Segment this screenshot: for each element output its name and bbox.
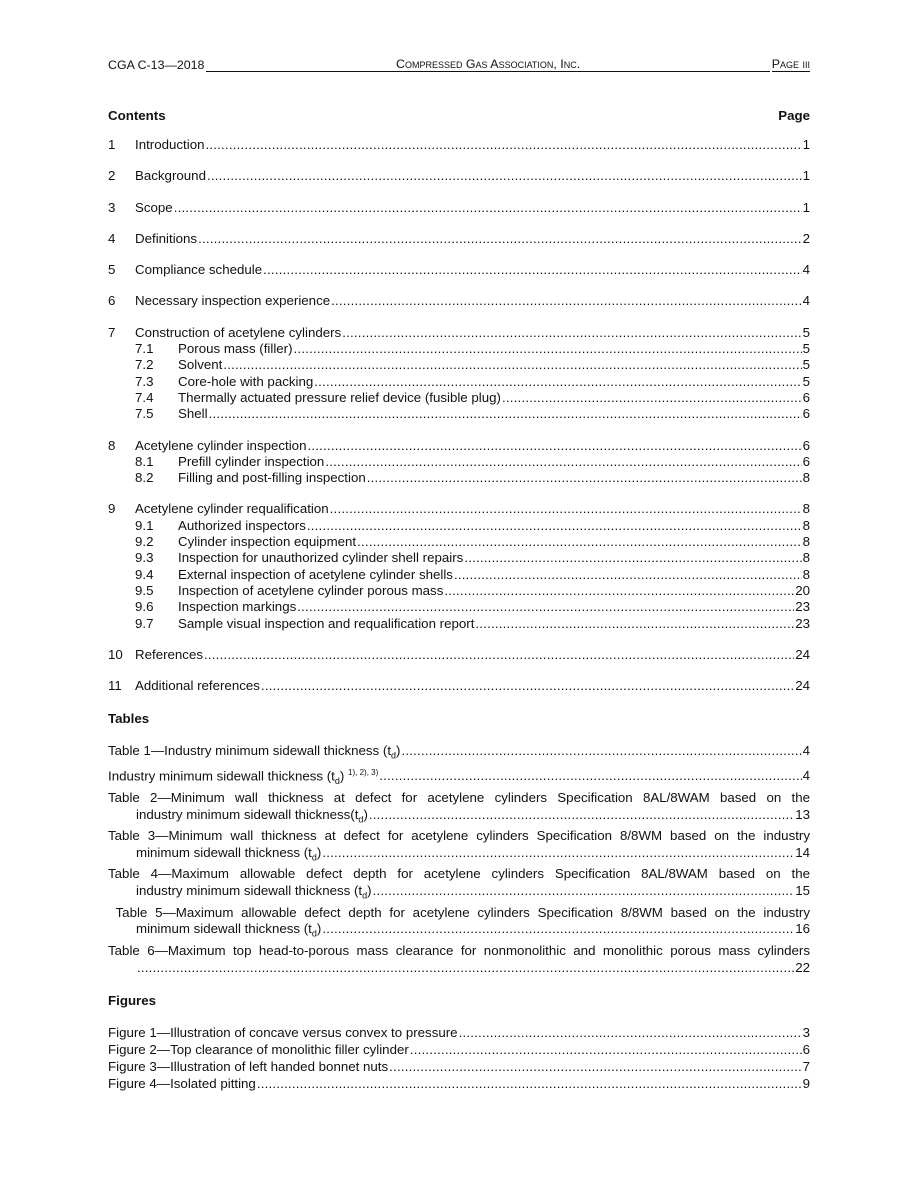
toc-figure-page: 6 [802, 1042, 810, 1058]
contents-title: Contents [108, 108, 166, 123]
toc-table-entry[interactable] [108, 866, 810, 904]
toc-entry[interactable] [108, 200, 810, 216]
toc-figure-entry[interactable] [108, 1025, 810, 1042]
spacer [108, 153, 810, 168]
leader-dots [459, 1025, 802, 1042]
leader-dots [174, 200, 802, 216]
toc-title: Scope [135, 199, 173, 215]
toc-page-number: 1 [802, 137, 810, 152]
toc-title: References [135, 646, 203, 662]
toc-title: Acetylene cylinder requalification [135, 501, 329, 517]
toc-title: Core-hole with packing [178, 373, 314, 389]
toc-number: 7.2 [135, 357, 154, 373]
leader-dots [410, 1042, 802, 1059]
spacer [108, 423, 810, 438]
toc-page-number: 5 [802, 357, 810, 373]
leader-dots [322, 845, 794, 862]
toc-title: Filling and post-filling inspection [178, 470, 366, 486]
toc-page [108, 54, 810, 1093]
contents-heading [108, 108, 810, 123]
leader-dots [322, 921, 794, 938]
toc-subentry[interactable] [108, 341, 810, 357]
toc-title: Sample visual inspection and requalification report [178, 615, 475, 631]
leader-dots [207, 168, 802, 184]
leader-dots [389, 1059, 801, 1076]
toc-number: 7.5 [135, 406, 154, 422]
leader-dots [198, 231, 802, 247]
toc-entry[interactable] [108, 325, 810, 341]
leader-dots [475, 616, 794, 632]
toc-table-title-cont: minimum sidewall thickness $(t_d)$ [136, 921, 322, 939]
toc-page-number: 6 [802, 453, 810, 469]
toc-table-page: 13 [795, 806, 810, 822]
toc-page-number: 5 [802, 324, 810, 340]
leader-dots [261, 678, 794, 694]
spacer [108, 278, 810, 293]
toc-figure-title: Figure 2—Top clearance of monolithic filler cylinder [108, 1042, 409, 1058]
toc-page-number: 6 [802, 389, 810, 405]
toc-table-entry[interactable] [108, 905, 810, 943]
toc-table-title-cont: industry minimum sidewall thickness $(t_d)$ [136, 883, 372, 901]
leader-dots [314, 374, 801, 390]
toc-page-number: 5 [802, 373, 810, 389]
toc-entry[interactable] [108, 438, 810, 454]
leader-dots [342, 325, 801, 341]
toc-number: 7 [108, 324, 116, 340]
toc-title: Thermally actuated pressure relief device (fusible plug) [178, 389, 501, 405]
toc-figure-entry[interactable] [108, 1042, 810, 1059]
toc-table-page: 4 [802, 743, 810, 759]
leader-dots [307, 518, 802, 534]
leader-dots [373, 883, 795, 900]
toc-page-number: 4 [802, 293, 810, 309]
toc-table-title: Table 4—Maximum allowable defect depth for acetylene cylinders Specification 8AL/8WAM based on the [108, 866, 810, 882]
toc-title: Inspection of acetylene cylinder porous mass [178, 582, 444, 598]
toc-page-number: 2 [802, 230, 810, 246]
organization-name: Compressed Gas Association, Inc. [206, 57, 769, 72]
spacer [108, 216, 810, 231]
toc-figure-page: 7 [802, 1058, 810, 1074]
leader-dots [464, 550, 801, 566]
toc-page-number: 24 [795, 678, 810, 694]
toc-number: 2 [108, 168, 116, 184]
leader-dots [137, 960, 794, 977]
toc-table-page: 16 [795, 921, 810, 937]
toc-table-title: Table 1—Industry minimum sidewall thickness $(t_d)$ [108, 743, 401, 762]
leader-dots [263, 262, 801, 278]
toc-title: Acetylene cylinder inspection [135, 437, 307, 453]
toc-number: 7.1 [135, 341, 154, 357]
toc-title: Solvent [178, 357, 223, 373]
toc-number: 9.6 [135, 599, 154, 615]
leader-dots [294, 341, 802, 357]
toc-figure-title: Figure 1—Illustration of concave versus convex to pressure [108, 1025, 458, 1041]
toc-figure-title: Figure 3—Illustration of left handed bonnet nuts [108, 1058, 389, 1074]
toc-table-page: 22 [795, 959, 810, 975]
toc-table-title-cont: minimum sidewall thickness $(t_d)$ [136, 844, 322, 863]
toc-title: Cylinder inspection equipment [178, 534, 357, 550]
leader-dots [502, 390, 802, 406]
toc-number: 11 [108, 678, 122, 694]
toc-figure-entry[interactable] [108, 1059, 810, 1076]
toc-entry[interactable] [108, 678, 810, 694]
toc-page-number: 20 [795, 582, 810, 598]
leader-dots [223, 357, 801, 373]
figures-heading: Figures [108, 993, 157, 1009]
toc-number: 10 [108, 646, 123, 662]
spacer [108, 185, 810, 200]
toc-number: 8.2 [135, 470, 154, 486]
toc-table-title: Table 3—Minimum wall thickness at defect for acetylene cylinders Specification 8/8WM based on the industry [108, 828, 810, 843]
toc-page-number: 8 [802, 517, 810, 533]
toc-number: 7.4 [135, 389, 154, 405]
toc-table-entry[interactable] [108, 943, 810, 977]
toc-number: 8 [108, 437, 116, 453]
toc-number: 6 [108, 293, 116, 309]
leader-dots [401, 743, 801, 760]
toc-table-page: 4 [802, 768, 810, 784]
toc-number: 8.1 [135, 453, 154, 469]
tables-heading: Tables [108, 711, 150, 727]
leader-dots [330, 501, 802, 517]
toc-title: Background [135, 168, 206, 184]
toc-entry[interactable] [108, 501, 810, 517]
toc-title: Construction of acetylene cylinders [135, 324, 342, 340]
toc-table-entry[interactable] [108, 828, 810, 866]
toc-entry[interactable] [108, 262, 810, 278]
toc-page-number: 1 [802, 199, 810, 215]
toc-page-number: 23 [795, 615, 810, 631]
toc-title: External inspection of acetylene cylinder shells [178, 566, 453, 582]
toc-number: 9.7 [135, 615, 154, 631]
toc-title: Shell [178, 406, 208, 422]
toc-entry[interactable] [108, 647, 810, 663]
toc-subentry[interactable] [108, 550, 810, 566]
document-id: CGA C-13—2018 [108, 58, 205, 72]
spacer [108, 310, 810, 325]
contents-page-label: Page [778, 108, 810, 123]
toc-title: Inspection for unauthorized cylinder shell repairs [178, 550, 464, 566]
leader-dots [357, 534, 801, 550]
toc-page-number: 24 [795, 646, 810, 662]
toc-table-entry[interactable] [108, 790, 810, 828]
toc-subentry[interactable] [108, 406, 810, 422]
leader-dots [367, 470, 802, 486]
toc-number: 7.3 [135, 373, 154, 389]
toc-number: 5 [108, 262, 116, 278]
toc-figure-title: Figure 4—Isolated pitting [108, 1075, 256, 1091]
toc-number: 1 [108, 137, 116, 152]
toc-entry[interactable] [108, 231, 810, 247]
toc-page-number: 4 [802, 262, 810, 278]
toc-table-title: Industry minimum sidewall thickness $(t_d)$ $^{1), 2), 3)}$ [108, 767, 379, 786]
leader-dots [297, 599, 794, 615]
toc-title: Inspection markings [178, 599, 297, 615]
spacer [108, 486, 810, 501]
toc-title: Definitions [135, 230, 198, 246]
toc-figure-entry[interactable] [108, 1076, 810, 1093]
toc-number: 9 [108, 501, 116, 517]
leader-dots [444, 583, 794, 599]
toc-page-number: 8 [802, 470, 810, 486]
spacer [108, 663, 810, 678]
toc-subentry[interactable] [108, 357, 810, 373]
spacer [108, 632, 810, 647]
page-header [108, 54, 810, 72]
toc-table-entry[interactable] [108, 765, 810, 790]
toc-subentry[interactable] [108, 616, 810, 632]
toc-page-number: 8 [802, 566, 810, 582]
leader-dots [205, 137, 801, 153]
toc-title: Additional references [135, 678, 260, 694]
leader-dots [379, 768, 801, 785]
toc-table-page: 14 [795, 844, 810, 860]
toc-number: 9.3 [135, 550, 154, 566]
toc-subentry[interactable] [108, 518, 810, 534]
leader-dots [325, 454, 801, 470]
toc-number: 9.1 [135, 517, 154, 533]
toc-title: Necessary inspection experience [135, 293, 331, 309]
toc-entry[interactable] [108, 293, 810, 309]
toc-entry[interactable] [108, 168, 810, 184]
toc-title: Authorized inspectors [178, 517, 306, 533]
toc-number: 9.2 [135, 534, 154, 550]
leader-dots [331, 293, 801, 309]
toc-page-number: 5 [802, 341, 810, 357]
leader-dots [257, 1076, 802, 1093]
toc-page-number: 6 [802, 406, 810, 422]
toc-list [108, 137, 810, 694]
toc-number: 4 [108, 230, 116, 246]
toc-subentry[interactable] [108, 599, 810, 615]
toc-table-title: Table 2—Minimum wall thickness at defect for acetylene cylinders Specification 8AL/8WAM based on the [108, 789, 810, 805]
leader-dots [307, 438, 801, 454]
toc-page-number: 8 [802, 534, 810, 550]
toc-page-number: 8 [802, 550, 810, 566]
toc-subentry[interactable] [108, 583, 810, 599]
toc-table-title: Table 5—Maximum allowable defect depth for acetylene cylinders Specification 8/8WM based on the industry [108, 904, 810, 920]
spacer [108, 247, 810, 262]
tables-list [108, 743, 810, 976]
leader-dots [204, 647, 794, 663]
leader-dots [209, 406, 802, 422]
toc-subentry[interactable] [108, 534, 810, 550]
toc-subentry[interactable] [108, 390, 810, 406]
toc-table-title-cont: industry minimum sidewall $thickness(t_d)$ [136, 806, 368, 825]
toc-entry[interactable] [108, 137, 810, 153]
toc-table-entry[interactable] [108, 743, 810, 764]
toc-number: 9.5 [135, 582, 154, 598]
figures-list [108, 1025, 810, 1092]
toc-subentry[interactable] [108, 374, 810, 390]
toc-page-number: 8 [802, 501, 810, 517]
toc-page-number: 6 [802, 437, 810, 453]
toc-figure-page: 3 [802, 1025, 810, 1041]
toc-figure-page: 9 [802, 1075, 810, 1091]
toc-number: 9.4 [135, 566, 154, 582]
page-number: Page iii [771, 57, 810, 71]
toc-page-number: 1 [802, 168, 810, 184]
toc-subentry[interactable] [108, 470, 810, 486]
toc-title: Porous mass (filler) [178, 341, 293, 357]
toc-subentry[interactable] [108, 454, 810, 470]
toc-title: Introduction [135, 137, 205, 152]
toc-subentry[interactable] [108, 567, 810, 583]
toc-title: Prefill cylinder inspection [178, 453, 325, 469]
toc-table-title: Table 6—Maximum top head-to-porous mass clearance for nonmonolithic and monolithic porous mass cylinders [108, 942, 810, 958]
toc-table-page: 15 [795, 883, 810, 899]
toc-number: 3 [108, 199, 116, 215]
toc-page-number: 23 [795, 599, 810, 615]
toc-title: Compliance schedule [135, 262, 263, 278]
leader-dots [454, 567, 802, 583]
leader-dots [369, 807, 794, 824]
